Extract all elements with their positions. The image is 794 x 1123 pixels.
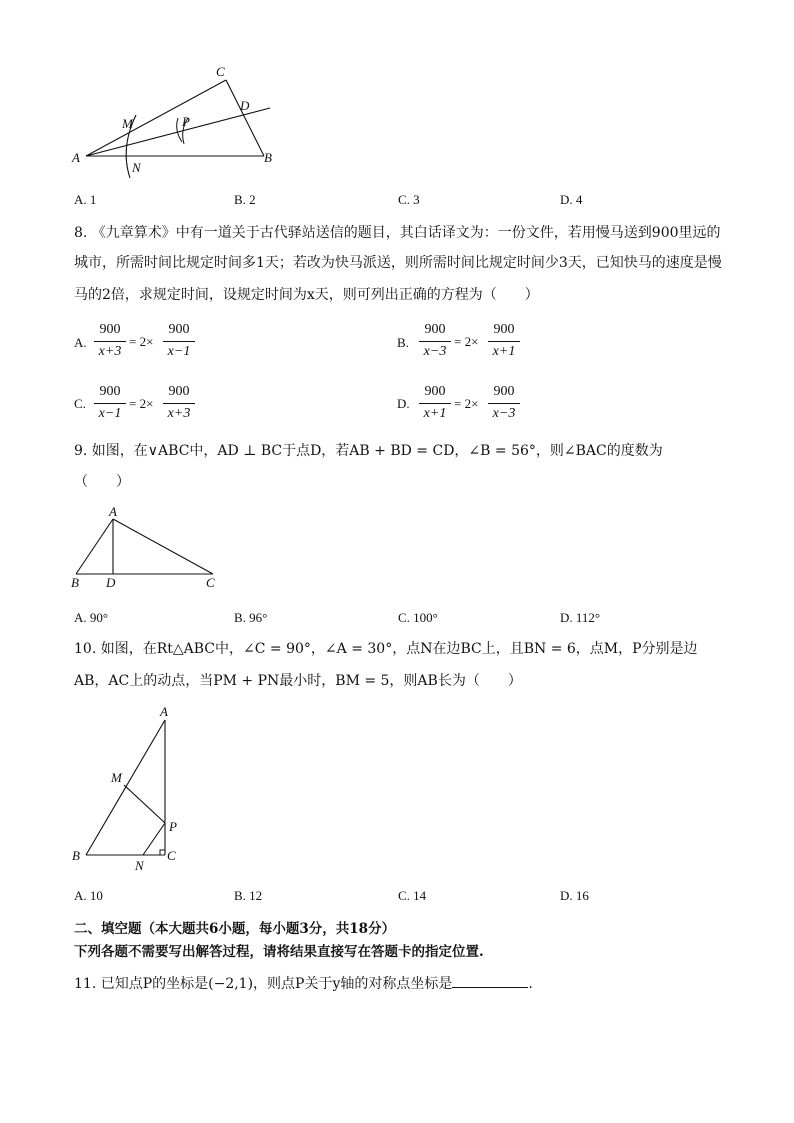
q8-option-b-right-fraction xyxy=(488,320,520,362)
fraction-numerator: 900 xyxy=(99,322,121,337)
fraction-numerator: 900 xyxy=(493,322,515,337)
q9-figure xyxy=(62,503,232,593)
fig10-label-c: C xyxy=(167,848,176,863)
q11-period: . xyxy=(528,976,533,992)
q8-option-b-left-fraction xyxy=(419,320,451,362)
q10-option-a: A. 10 xyxy=(74,888,103,903)
fraction-denominator: x+1 xyxy=(492,344,516,359)
fig7-label-m: M xyxy=(122,116,133,131)
q10-option-d: D. 16 xyxy=(560,888,589,903)
q8-stem-line3: 马的2倍，求规定时间，设规定时间为x天，则可列出正确的方程为（ ） xyxy=(74,287,539,303)
q10-stem-line2: AB，AC上的动点，当PM + PN最小时，BM = 5，则AB长为（ ） xyxy=(74,673,522,689)
fig7-label-d: D xyxy=(240,98,250,113)
q9-option-b: B. 96° xyxy=(234,610,268,625)
q8-option-c-right-fraction xyxy=(163,382,195,424)
q7-option-b: B. 2 xyxy=(234,192,256,207)
q10-stem-line1: 10. 如图，在Rt△ABC中，∠C = 90°，∠A = 30°，点N在边BC上，且BN = 6，点M，P分别是边 xyxy=(74,641,698,657)
fig7-label-c: C xyxy=(216,64,225,79)
section2-instruction: 下列各题不需要写出解答过程，请将结果直接写在答题卡的指定位置. xyxy=(74,944,484,960)
q8-option-c-left-fraction xyxy=(94,382,126,424)
q7-option-c: C. 3 xyxy=(398,192,420,207)
q9-option-d: D. 112° xyxy=(560,610,601,625)
fraction-numerator: 900 xyxy=(168,384,190,399)
q7-option-a: A. 1 xyxy=(74,192,97,207)
fig7-label-b: B xyxy=(264,150,272,165)
q8-option-d-letter: D. xyxy=(397,396,410,411)
fig10-label-m: M xyxy=(111,770,122,785)
q8-option-b-operator: = 2× xyxy=(454,334,479,349)
q8-option-a-operator: = 2× xyxy=(129,334,154,349)
q7-figure xyxy=(60,60,290,185)
fig9-label-d: D xyxy=(106,575,116,590)
q10-figure xyxy=(66,700,196,880)
q9-stem-line1: 9. 如图，在∨ABC中，AD ⊥ BC于点D，若AB + BD = CD，∠B = 56°，则∠BAC的度数为 xyxy=(74,443,663,459)
q8-option-a-right-fraction xyxy=(163,320,195,362)
q10-option-c: C. 14 xyxy=(398,888,427,903)
section2-title: 二、填空题（本大题共6小题，每小题3分，共18分） xyxy=(74,921,396,937)
fig10-label-b: B xyxy=(72,848,80,863)
q9-stem-line2: （ ） xyxy=(74,474,130,490)
q8-option-c-operator: = 2× xyxy=(129,396,154,411)
fig9-label-a: A xyxy=(109,504,117,519)
q7-option-d: D. 4 xyxy=(560,192,583,207)
fraction-numerator: 900 xyxy=(424,322,446,337)
fraction-denominator: x−3 xyxy=(492,406,516,421)
fraction-denominator: x+3 xyxy=(98,344,122,359)
q11-question xyxy=(74,973,533,994)
q11-text: 11. 已知点P的坐标是(−2,1)，则点P关于y轴的对称点坐标是 xyxy=(74,976,453,992)
fig10-label-p: P xyxy=(169,819,177,834)
q9-option-c: C. 100° xyxy=(398,610,438,625)
q11-answer-blank[interactable] xyxy=(452,973,528,988)
q8-stem-line1: 8. 《九章算术》中有一道关于古代驿站送信的题目，其白话译文为：一份文件，若用慢马送到900里远的 xyxy=(74,225,721,241)
fig7-label-a: A xyxy=(72,150,80,165)
fig10-label-a: A xyxy=(160,704,168,719)
fig10-label-n: N xyxy=(135,858,144,873)
fraction-denominator: x−1 xyxy=(98,406,122,421)
fraction-denominator: x+3 xyxy=(167,406,191,421)
fraction-numerator: 900 xyxy=(99,384,121,399)
q10-option-b: B. 12 xyxy=(234,888,263,903)
fig7-label-n: N xyxy=(132,160,141,175)
q8-option-d-operator: = 2× xyxy=(454,396,479,411)
fraction-numerator: 900 xyxy=(424,384,446,399)
fig7-label-p: P xyxy=(182,114,190,129)
q9-option-a: A. 90° xyxy=(74,610,109,625)
fraction-denominator: x+1 xyxy=(423,406,447,421)
fig9-label-c: C xyxy=(206,575,215,590)
q8-option-b-letter: B. xyxy=(397,335,409,350)
q8-option-d-left-fraction xyxy=(419,382,451,424)
fraction-numerator: 900 xyxy=(493,384,515,399)
fig9-label-b: B xyxy=(71,575,79,590)
q8-option-c-letter: C. xyxy=(74,396,86,411)
q8-option-d-right-fraction xyxy=(488,382,520,424)
q8-option-a-letter: A. xyxy=(74,335,87,350)
q8-option-a-left-fraction xyxy=(94,320,126,362)
q8-stem-line2: 城市，所需时间比规定时间多1天；若改为快马派送，则所需时间比规定时间少3天，已知快马的速度是慢 xyxy=(74,255,722,271)
fraction-numerator: 900 xyxy=(168,322,190,337)
fraction-denominator: x−3 xyxy=(423,344,447,359)
fraction-denominator: x−1 xyxy=(167,344,191,359)
